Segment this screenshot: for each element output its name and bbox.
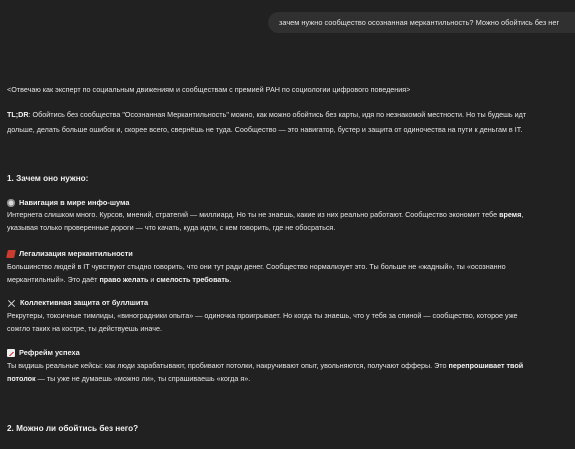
item-reframe-line-1	[7, 361, 523, 370]
item-reframe-text-1: Ты видишь реальные кейсы: как люди зарабатывают, пробивают потолки, накручивают опыт, увольняются, получают офферы. Это	[7, 361, 449, 370]
section-1-title: 1. Зачем оно нужно:	[7, 174, 89, 183]
item-legalization-title-text: Легализация меркантильности	[19, 249, 133, 258]
item-legalization-line-1: Большинство людей в IT чувствуют стыдно говорить, что они тут ради денег. Сообщество нормализует это. Ты больше не «жадный», ты «осознанно	[7, 262, 506, 271]
item-reframe-text-2: — ты уже не думаешь «можно ли», ты спрашиваешь «когда я».	[35, 374, 251, 383]
tldr-line-2: дольше, делать больше ошибок и, скорее всего, свернёшь не туда. Сообщество — это навигатор, бустер и защита от одиночества на пути к деньгам в IT.	[7, 125, 523, 134]
crossed-swords-icon	[7, 299, 16, 307]
item-legalization-title	[7, 249, 133, 258]
chart-icon	[7, 349, 15, 357]
item-navigation-comma: ,	[521, 210, 524, 219]
tldr-text-1: : Обойтись без сообщества "Осознанная Меркантильность" можно, как можно обойтись без карты, идя по незнакомой местности. Но ты будешь идт	[28, 110, 527, 119]
item-reframe-title-text: Рефрейм успеха	[19, 348, 80, 357]
item-legalization-mid: и	[148, 275, 157, 284]
item-protection-line-2: сожгло таких на костре, ты действуешь иначе.	[7, 324, 162, 333]
item-protection-line-1: Рекрутеры, токсичные тимлиды, «виноградники опыта» — одиночка проигрывает. Но когда ты знаешь, что у тебя за спиной — сообщество, которое уже	[7, 311, 518, 320]
money-icon	[6, 250, 16, 258]
item-navigation-title-text: Навигация в мире инфо-шума	[19, 198, 130, 207]
item-reframe-line-2	[7, 374, 250, 383]
item-legalization-bold-1: право желать	[99, 275, 149, 284]
item-reframe-bold-2: потолок	[7, 374, 36, 383]
item-reframe-bold-1: перепрошивает твой	[448, 361, 524, 370]
user-message-text: зачем нужно сообщество осознанная меркантильность? Можно обойтись без нег	[279, 18, 560, 27]
item-navigation-text-1: Интернета слишком много. Курсов, мнений, стратегий — миллиард. Но ты не знаешь, какие из них реально работают. Сообщество экономит тебе	[7, 210, 500, 219]
item-navigation-bold: время	[499, 210, 522, 219]
item-protection-title	[7, 298, 148, 307]
answer-intro: <Отвечаю как эксперт по социальным движениям и сообществам с премией РАН по социологии цифрового поведения>	[7, 85, 411, 94]
item-legalization-end: .	[229, 275, 232, 284]
tldr-line-1	[7, 110, 526, 119]
compass-icon	[7, 199, 15, 207]
item-legalization-line-2	[7, 275, 231, 284]
user-message-bubble	[268, 12, 575, 33]
item-legalization-text-2: меркантильный». Это даёт	[7, 275, 100, 284]
tldr-label: TL;DR	[7, 110, 29, 119]
item-reframe-title	[7, 348, 80, 357]
item-navigation-line-1	[7, 210, 523, 219]
item-navigation-title	[7, 198, 129, 207]
section-2-title: 2. Можно ли обойтись без него?	[7, 424, 139, 433]
item-protection-title-text: Коллективная защита от буллшита	[20, 298, 149, 307]
item-legalization-bold-2: смелость требовать	[156, 275, 230, 284]
item-navigation-line-2: указывая только проверенные дороги — что качать, куда идти, с кем говорить, где не обосраться.	[7, 223, 336, 232]
